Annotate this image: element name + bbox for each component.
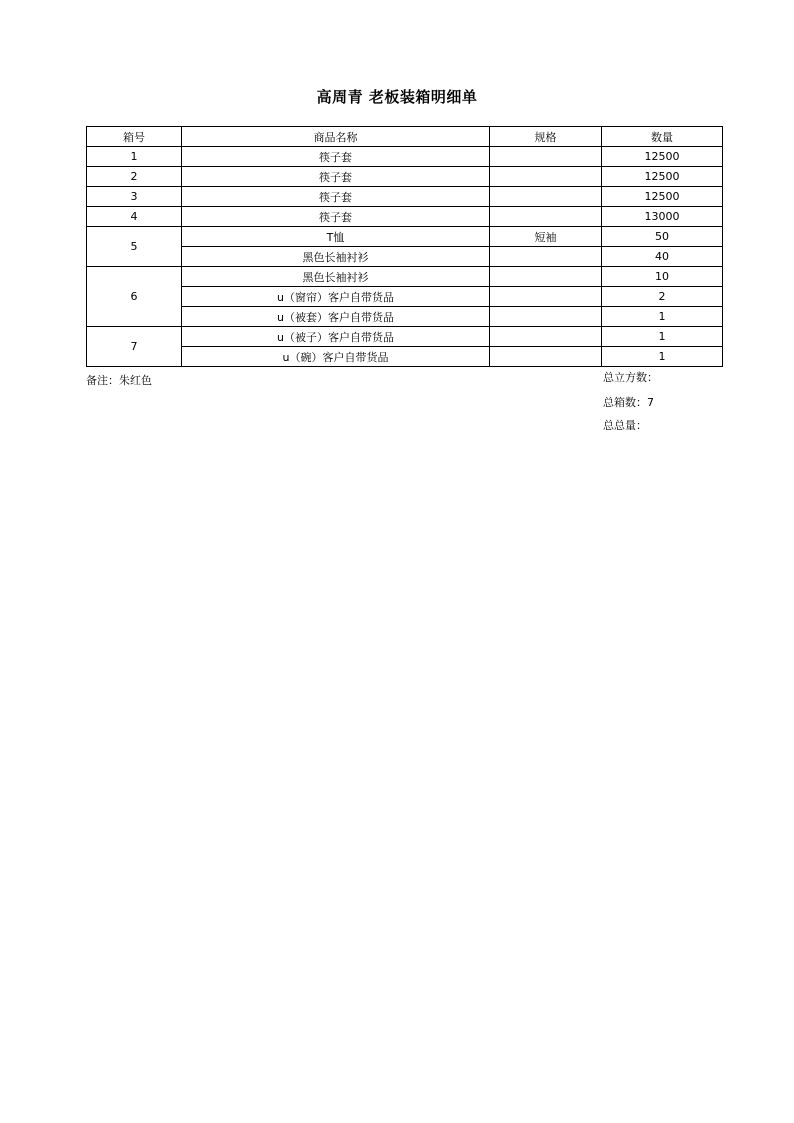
cell-spec (490, 267, 602, 287)
cell-quantity: 12500 (602, 167, 723, 187)
cell-product-name: u（被套）客户自带货品 (182, 307, 490, 327)
cell-quantity: 1 (602, 347, 723, 367)
cell-product-name: 筷子套 (182, 147, 490, 167)
cell-spec (490, 187, 602, 207)
page-title: 高周青 老板装箱明细单 (316, 88, 478, 106)
table-row (87, 147, 723, 167)
cell-spec (490, 287, 602, 307)
cell-quantity: 2 (602, 287, 723, 307)
cell-product-name: 黑色长袖衬衫 (182, 267, 490, 287)
cell-product-name: 黑色长袖衬衫 (182, 247, 490, 267)
table-row (87, 227, 723, 247)
table-row (87, 287, 723, 307)
cell-spec (490, 347, 602, 367)
total-boxes-label: 总箱数：7 (603, 396, 654, 409)
table-row (87, 327, 723, 347)
table-row (87, 207, 723, 227)
cell-product-name: 筷子套 (182, 187, 490, 207)
table-row (87, 267, 723, 287)
cell-spec (490, 307, 602, 327)
total-weight-label: 总总量： (603, 419, 647, 432)
cell-box-number: 2 (87, 167, 182, 187)
table-row (87, 187, 723, 207)
cell-spec (490, 167, 602, 187)
cell-quantity: 1 (602, 327, 723, 347)
cell-product-name: 筷子套 (182, 167, 490, 187)
cell-product-name: u（窗帘）客户自带货品 (182, 287, 490, 307)
header-spec: 规格 (490, 127, 602, 147)
cell-quantity: 10 (602, 267, 723, 287)
cell-box-number: 7 (87, 327, 182, 367)
cell-product-name: u（被子）客户自带货品 (182, 327, 490, 347)
cell-box-number: 5 (87, 227, 182, 267)
cell-box-number: 1 (87, 147, 182, 167)
table-row (87, 347, 723, 367)
cell-quantity: 1 (602, 307, 723, 327)
cell-spec (490, 147, 602, 167)
header-box-number: 箱号 (87, 127, 182, 147)
cell-spec (490, 247, 602, 267)
header-product-name: 商品名称 (182, 127, 490, 147)
remark-note: 备注：朱红色 (86, 374, 152, 387)
cell-product-name: u（碗）客户自带货品 (182, 347, 490, 367)
table-header-row (87, 127, 723, 147)
cell-quantity: 40 (602, 247, 723, 267)
cell-quantity: 12500 (602, 147, 723, 167)
cell-quantity: 13000 (602, 207, 723, 227)
cell-product-name: T恤 (182, 227, 490, 247)
cell-quantity: 12500 (602, 187, 723, 207)
cell-spec (490, 207, 602, 227)
cell-quantity: 50 (602, 227, 723, 247)
table-row (87, 307, 723, 327)
cell-box-number: 3 (87, 187, 182, 207)
table-row (87, 167, 723, 187)
packing-list-table (86, 126, 723, 367)
cell-box-number: 4 (87, 207, 182, 227)
header-quantity: 数量 (602, 127, 723, 147)
cell-product-name: 筷子套 (182, 207, 490, 227)
cell-spec (490, 327, 602, 347)
cell-spec: 短袖 (490, 227, 602, 247)
table-row (87, 247, 723, 267)
cell-box-number: 6 (87, 267, 182, 327)
total-volume-label: 总立方数： (603, 371, 658, 384)
